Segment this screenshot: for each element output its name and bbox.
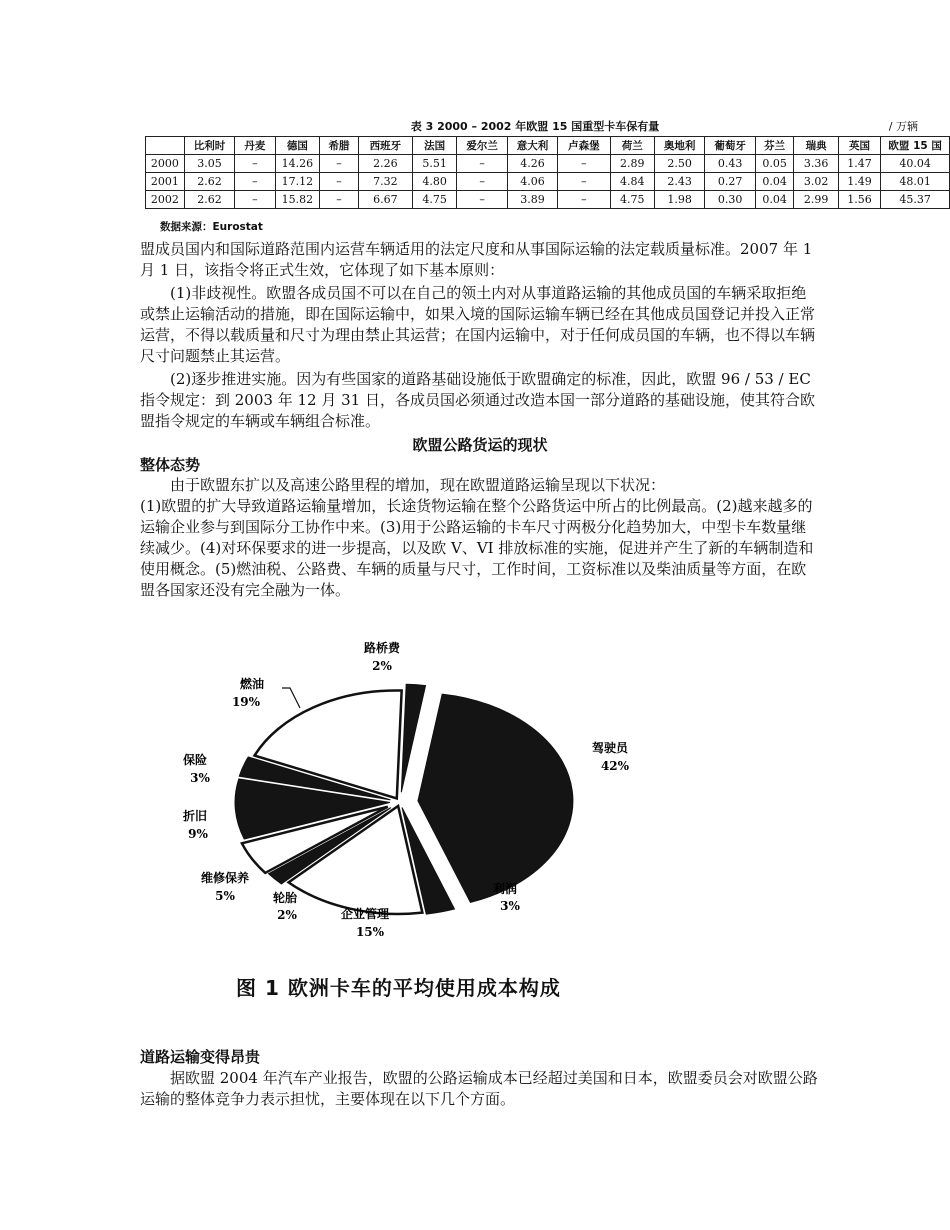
leader-line: [282, 688, 300, 708]
table-cell: 0.30: [705, 191, 755, 209]
table-cell: –: [235, 155, 275, 173]
table-cell: –: [457, 191, 507, 209]
table-header-cell: 荷兰: [610, 137, 654, 155]
truck-ownership-table: [145, 136, 950, 209]
table-cell: 3.36: [794, 155, 838, 173]
table-cell: –: [457, 173, 507, 191]
figure-caption: 图 1 欧洲卡车的平均使用成本构成: [236, 976, 561, 1000]
cost-pie-chart: [160, 630, 660, 960]
table-header-cell: 英国: [838, 137, 880, 155]
table-cell: 2.26: [358, 155, 412, 173]
table-cell: 1.47: [838, 155, 880, 173]
pie-slice-label: 利润: [492, 882, 518, 896]
table-year-cell: 2000: [146, 155, 185, 173]
pie-slice-percent: 15%: [355, 925, 385, 939]
subheading-expensive: 道路运输变得昂贵: [140, 1048, 261, 1066]
table-cell: –: [558, 191, 610, 209]
table-header-cell: 葡萄牙: [705, 137, 755, 155]
pie-slice: [418, 694, 573, 902]
table-unit: / 万辆: [888, 120, 918, 133]
table-cell: 0.04: [755, 191, 794, 209]
table-cell: 2.89: [610, 155, 654, 173]
table-row: [146, 155, 950, 173]
pie-slice-label: 路桥费: [363, 641, 401, 655]
table-header-cell: 西班牙: [358, 137, 412, 155]
table-header-row: [146, 137, 950, 155]
table-source: 数据来源：Eurostat: [160, 221, 263, 233]
pie-slice-label: 保险: [182, 753, 208, 767]
table-cell: 0.27: [705, 173, 755, 191]
pie-slice-label: 企业管理: [340, 907, 390, 921]
pie-slice-percent: 2%: [277, 908, 297, 922]
table-cell: 7.32: [358, 173, 412, 191]
table-cell: 2.43: [654, 173, 704, 191]
pie-slice-percent: 5%: [215, 889, 235, 903]
table-cell: 5.51: [412, 155, 456, 173]
pie-slice-percent: 3%: [500, 899, 520, 913]
table-cell: 2.62: [184, 191, 234, 209]
table-cell: –: [320, 173, 358, 191]
paragraph-4: 由于欧盟东扩以及高速公路里程的增加，现在欧盟道路运输呈现以下状况：: [170, 476, 666, 494]
paragraph-5: (1)欧盟的扩大导致道路运输量增加，长途货物运输在整个公路货运中所占的比例最高。(2)越来越多的运输企业参与到国际分工协作中来。(3)用于公路运输的卡车尺寸两极分化趋势加大，中型卡车数量继续减少。(4)对环保要求的进一步提高，以及欧 V、VI 排放标准的实施，促进并产生了新的车辆制造和使用概念。(5)燃油税、公路费、车辆的质量与尺寸，工作时间，工资标准以及柴油质量等方面，在欧盟各国家还没有完全融为一体。: [140, 497, 814, 599]
table-cell: 17.12: [275, 173, 320, 191]
pie-slice-label: 驾驶员: [591, 741, 629, 755]
table-cell: 0.05: [755, 155, 794, 173]
table-cell: –: [235, 173, 275, 191]
table-header-cell: 意大利: [507, 137, 557, 155]
table-header-cell: 丹麦: [235, 137, 275, 155]
pie-slice-percent: 2%: [372, 659, 392, 673]
table-cell: 4.06: [507, 173, 557, 191]
table-header-cell: 欧盟 15 国: [881, 137, 950, 155]
table-title: 表 3 2000 – 2002 年欧盟 15 国重型卡车保有量: [410, 120, 660, 133]
paragraph-3: (2)逐步推进实施。因为有些国家的道路基础设施低于欧盟确定的标准，因此，欧盟 96 / 53 / EC 指令规定：到 2003 年 12 月 31 日，各成员国必须通过改造本国一部分道路的基础设施，使其符合欧盟指令规定的车辆或车辆组合标准。: [140, 370, 815, 430]
table-cell: 48.01: [881, 173, 950, 191]
pie-slice-label: 维修保养: [200, 871, 250, 885]
table-cell: 14.26: [275, 155, 320, 173]
table-row: [146, 191, 950, 209]
table-cell: 3.05: [184, 155, 234, 173]
table-cell: –: [235, 191, 275, 209]
table-header-cell: 希腊: [320, 137, 358, 155]
table-cell: –: [320, 155, 358, 173]
table-year-cell: 2002: [146, 191, 185, 209]
table-header-cell: 卢森堡: [558, 137, 610, 155]
table-cell: 1.49: [838, 173, 880, 191]
table-header-cell: 法国: [412, 137, 456, 155]
paragraph-1: 盟成员国内和国际道路范围内运营车辆适用的法定尺度和从事国际运输的法定载质量标准。2007 年 1 月 1 日，该指令将正式生效，它体现了如下基本原则：: [140, 240, 813, 279]
table-header-cell: 爱尔兰: [457, 137, 507, 155]
table-cell: 3.02: [794, 173, 838, 191]
table-cell: 1.56: [838, 191, 880, 209]
table-cell: –: [320, 191, 358, 209]
table-cell: 4.75: [610, 191, 654, 209]
table-cell: 0.04: [755, 173, 794, 191]
table-header-cell: 瑞典: [794, 137, 838, 155]
paragraph-2: (1)非歧视性。欧盟各成员国不可以在自己的领土内对从事道路运输的其他成员国的车辆采取拒绝或禁止运输活动的措施，即在国际运输中，如果入境的国际运输车辆已经在其他成员国登记并投入正常运营，不得以载质量和尺寸为理由禁止其运营；在国内运输中，对于任何成员国的车辆，也不得以车辆尺寸问题禁止其运营。: [140, 284, 816, 365]
table-header-cell: 德国: [275, 137, 320, 155]
table-cell: 2.62: [184, 173, 234, 191]
table-cell: 0.43: [705, 155, 755, 173]
table-header-cell: 芬兰: [755, 137, 794, 155]
table-cell: –: [558, 155, 610, 173]
table-cell: 4.75: [412, 191, 456, 209]
pie-slice-label: 轮胎: [272, 891, 298, 905]
table-cell: 15.82: [275, 191, 320, 209]
table-cell: 1.98: [654, 191, 704, 209]
pie-slice-percent: 19%: [231, 695, 261, 709]
table-cell: 4.84: [610, 173, 654, 191]
table-cell: –: [558, 173, 610, 191]
pie-slice-percent: 9%: [188, 827, 208, 841]
table-cell: 4.80: [412, 173, 456, 191]
table-cell: 2.99: [794, 191, 838, 209]
pie-slice-percent: 42%: [600, 759, 630, 773]
subheading-overall: 整体态势: [140, 456, 201, 474]
table-row: [146, 173, 950, 191]
table-year-cell: 2001: [146, 173, 185, 191]
table-header-cell: 奥地利: [654, 137, 704, 155]
pie-slice-percent: 3%: [190, 771, 210, 785]
section-title: 欧盟公路货运的现状: [412, 436, 548, 454]
table-caption: [150, 116, 920, 134]
table-cell: 2.50: [654, 155, 704, 173]
pie-slice: [401, 684, 425, 792]
pie-slice-label: 折旧: [182, 809, 208, 823]
table-header-cell: [146, 137, 185, 155]
paragraph-6: 据欧盟 2004 年汽车产业报告，欧盟的公路运输成本已经超过美国和日本，欧盟委员会对欧盟公路运输的整体竞争力表示担忧，主要体现在以下几个方面。: [140, 1069, 818, 1108]
table-cell: 6.67: [358, 191, 412, 209]
table-cell: –: [457, 155, 507, 173]
table-cell: 45.37: [881, 191, 950, 209]
table-cell: 4.26: [507, 155, 557, 173]
table-cell: 3.89: [507, 191, 557, 209]
table-cell: 40.04: [881, 155, 950, 173]
pie-slice-label: 燃油: [239, 677, 265, 691]
table-header-cell: 比利时: [184, 137, 234, 155]
